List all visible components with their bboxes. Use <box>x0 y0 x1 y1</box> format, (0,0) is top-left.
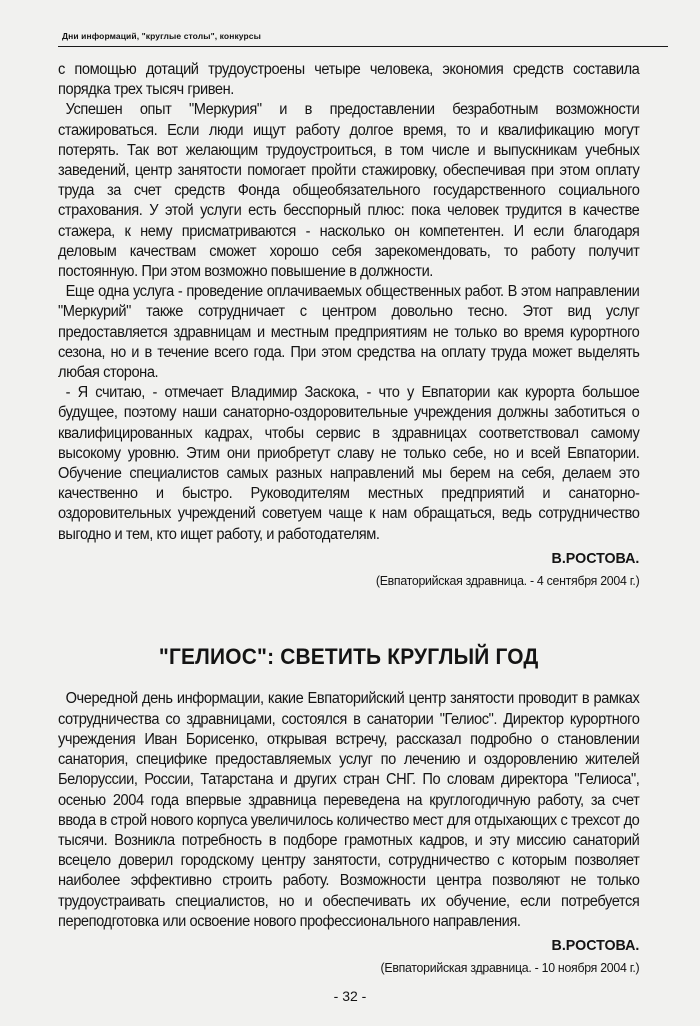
paragraph: - Я считаю, - отмечает Владимир Заскока, - что у Евпатории как курорта большое будущее, поэтому наши санаторно-оздоровительные учреждения должны заботиться о квалифицированных кадрах, чтобы сервис в здравницах соответствовал самому высокому уровню. Этим они приобретут славу не только себе, но и всей Евпатории. Обучение специалистов самых разных направлений мы берем на себя, делаем это качественно и быстро. Руководителям местных предприятий и санаторно-оздоровительных учреждений советуем чаще к нам обращаться, ведь сотрудничество выгодно и тем, кто ищет работу, и работодателям. <box>58 384 640 543</box>
article-title: "ГЕЛИОС": СВЕТИТЬ КРУГЛЫЙ ГОД <box>158 644 539 670</box>
paragraph: с помощью дотаций трудоустроены четыре человека, экономия средств составила порядка трех тысяч гривен. <box>58 61 640 99</box>
running-head: Дни информаций, "круглые столы", конкурсы <box>62 31 261 41</box>
article-source: (Евпаторийская здравница. - 10 ноября 2004 г.) <box>380 960 640 976</box>
article-source: (Евпаторийская здравница. - 4 сентября 2004 г.) <box>375 573 640 589</box>
paragraph: Успешен опыт "Меркурия" и в предоставлении безработным возможности стажироваться. Если люди ищут работу долгое время, то и квалификацию могут потерять. Так вот желающим трудоустроиться, в том числе и выпускникам учебных заведений, центр занятости помогает пройти стажировку, обеспечивая при этом оплату труда за счет средств Фонда общеобязательного государственного социального страхования. У этой услуги есть бесспорный плюс: пока человек трудится в качестве стажера, к нему присматриваются - насколько он компетентен. И если благодаря деловым качествам сможет хорошо себя зарекомендовать, то работу получит постоянную. При этом возможно повышение в должности. <box>58 101 640 281</box>
paragraph: Очередной день информации, какие Евпаторийский центр занятости проводит в рамках сотрудничества со здравницами, состоялся в санатории "Гелиос". Директор курортного учреждения Иван Борисенко, открывая встречу, рассказал подробно о становлении санатория, специфике предоставляемых услуг по лечению и оздоровлению жителей Белоруссии, России, Татарстана и других стран СНГ. По словам директора "Гелиоса", осенью 2004 года впервые здравница переведена на круглогодичную работу, за счет ввода в строй нового корпуса увеличилось количество мест для отдыхающих с трехсот до тысячи. Возникла потребность в подборе грамотных кадров, и эту миссию санаторий всецело доверил городскому центру занятости, сотрудничество с которым позволяет наиболее эффективно строить работу. Возможности центра позволяют не только трудоустраивать специалистов, но и обеспечивать их обучение, если потребуется переподготовка или освоение нового профессионального направления. <box>58 690 640 930</box>
article-merkuriy <box>58 60 639 591</box>
article-author: В.РОСТОВА. <box>551 936 640 954</box>
header-rule <box>58 46 668 47</box>
paragraph: Еще одна услуга - проведение оплачиваемых общественных работ. В этом направлении "Меркурий" также сотрудничает с центром довольно тесно. Этот вид услуг предоставляется здравницам и местным предприятиям не только во время курортного сезона, но и в течение всего года. При этом средства на оплату труда может выделять любая сторона. <box>58 283 640 382</box>
article-gelios <box>58 644 640 978</box>
page-body <box>58 60 639 978</box>
article-author: В.РОСТОВА. <box>551 549 640 567</box>
page-number: - 32 - <box>333 988 367 1004</box>
